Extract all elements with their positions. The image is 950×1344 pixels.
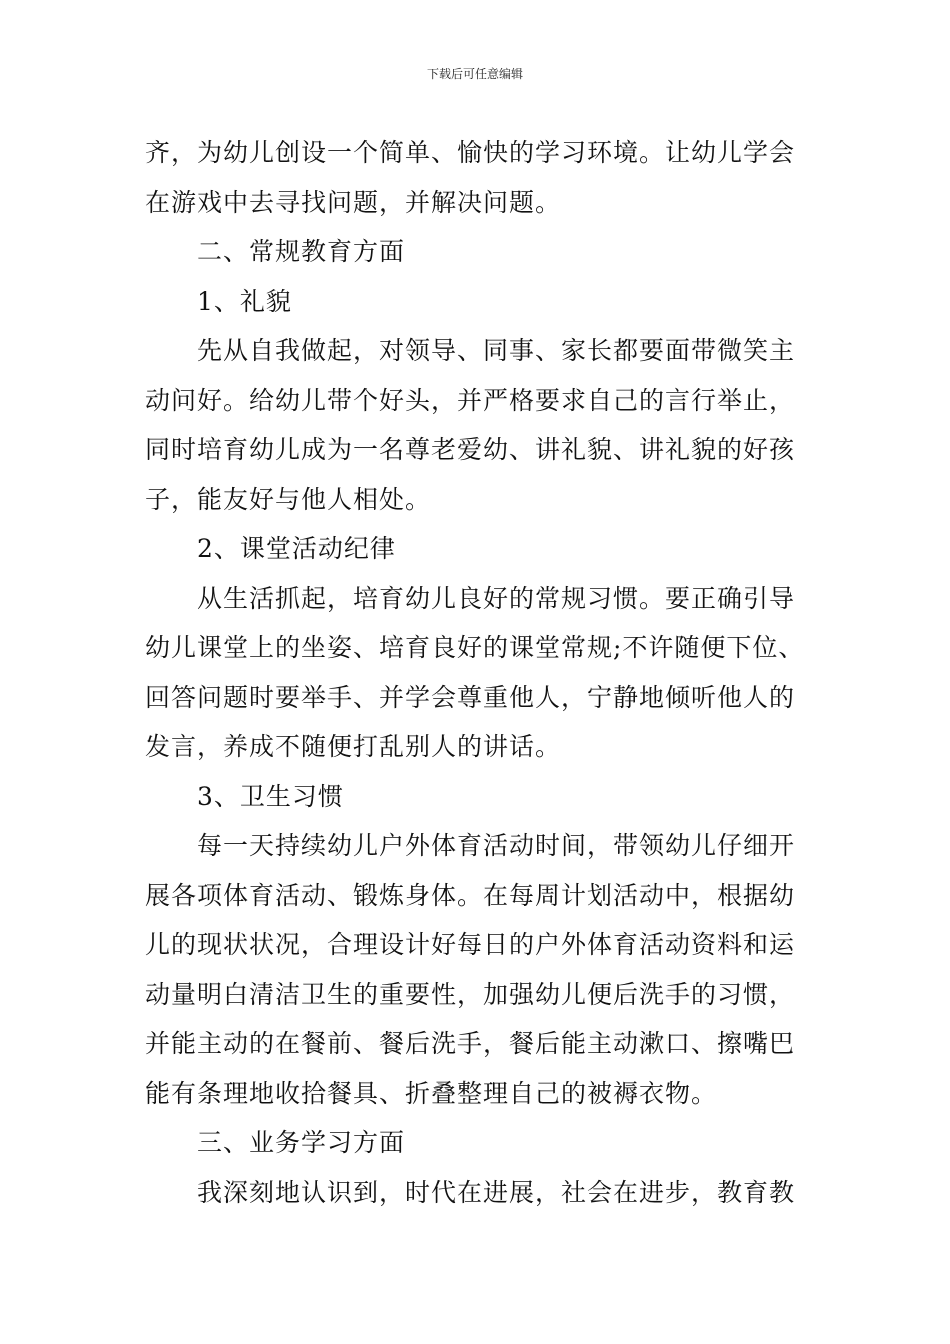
body-line: 展各项体育活动、锻炼身体。在每周计划活动中，根据幼 xyxy=(145,880,796,910)
body-line: 幼儿课堂上的坐姿、培育良好的课堂常规;不许随便下位、 xyxy=(145,633,805,662)
paragraph-start-line: 从生活抓起，培育幼儿良好的常规习惯。要正确引导 xyxy=(197,583,796,613)
body-line: 子，能友好与他人相处。 xyxy=(145,484,432,514)
subsection-heading: 3、卫生习惯 xyxy=(197,781,344,811)
body-line: 动量明白清洁卫生的重要性，加强幼儿便后洗手的习惯， xyxy=(145,979,796,1009)
body-line: 动问好。给幼儿带个好头，并严格要求自己的言行举止， xyxy=(145,385,796,415)
body-line: 在游戏中去寻找问题，并解决问题。 xyxy=(145,187,562,217)
body-line: 能有条理地收拾餐具、折叠整理自己的被褥衣物。 xyxy=(145,1078,718,1108)
subsection-heading: 1、礼貌 xyxy=(197,286,292,316)
body-line: 并能主动的在餐前、餐后洗手，餐后能主动漱口、擦嘴巴 xyxy=(145,1029,796,1058)
paragraph-start-line: 每一天持续幼儿户外体育活动时间，带领幼儿仔细开 xyxy=(197,831,796,860)
section-heading: 二、常规教育方面 xyxy=(197,237,406,266)
document-body xyxy=(145,128,813,1217)
section-heading: 三、业务学习方面 xyxy=(197,1128,406,1157)
body-line: 齐，为幼儿创设一个简单、愉快的学习环境。让幼儿学会 xyxy=(145,138,796,167)
page-header: 下载后可任意编辑 xyxy=(426,67,523,81)
body-line: 回答问题时要举手、并学会尊重他人，宁静地倾听他人的 xyxy=(145,682,796,712)
body-line: 发言，养成不随便打乱别人的讲话。 xyxy=(145,732,562,761)
subsection-heading: 2、课堂活动纪律 xyxy=(197,534,396,563)
paragraph-start-line: 我深刻地认识到，时代在进展，社会在进步，教育教 xyxy=(197,1177,796,1207)
body-line: 儿的现状状况，合理设计好每日的户外体育活动资料和运 xyxy=(145,930,796,959)
paragraph-start-line: 先从自我做起，对领导、同事、家长都要面带微笑主 xyxy=(197,336,796,365)
body-line: 同时培育幼儿成为一名尊老爱幼、讲礼貌、讲礼貌的好孩 xyxy=(145,435,796,464)
